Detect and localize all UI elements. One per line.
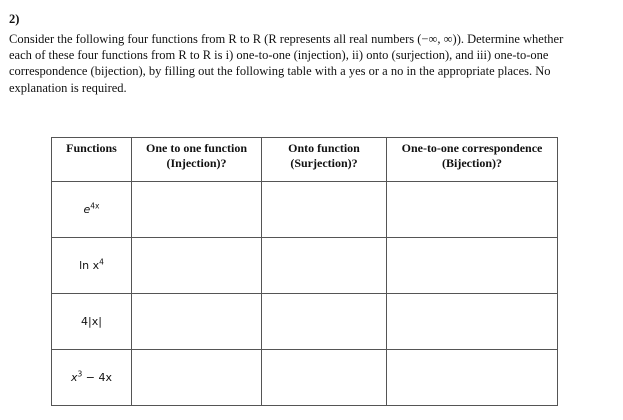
function-base: ln x [79, 259, 100, 272]
function-cell [52, 294, 132, 350]
function-base: e [83, 203, 91, 216]
header-line: One-to-one correspondence [401, 141, 543, 155]
function-cell [52, 182, 132, 238]
table-row [52, 238, 558, 294]
header-line: (Bijection)? [442, 156, 502, 170]
bijection-answer-cell[interactable] [387, 238, 558, 294]
function-base: 4|x| [81, 315, 102, 328]
table-row [52, 294, 558, 350]
injection-answer-cell[interactable] [132, 238, 262, 294]
header-line: Onto function [288, 141, 360, 155]
header-line: Functions [66, 141, 117, 155]
question-text [9, 31, 615, 96]
surjection-answer-cell[interactable] [262, 294, 387, 350]
header-surjection [262, 138, 387, 182]
table-row [52, 182, 558, 238]
header-functions [52, 138, 132, 182]
header-bijection [387, 138, 558, 182]
header-line: One to one function [145, 141, 247, 155]
table-row [52, 350, 558, 406]
injection-answer-cell[interactable] [132, 350, 262, 406]
function-exponent: 4 [99, 257, 104, 267]
bijection-answer-cell[interactable] [387, 294, 558, 350]
bijection-answer-cell[interactable] [387, 182, 558, 238]
function-exponent: 4x [90, 201, 100, 211]
surjection-answer-cell[interactable] [262, 182, 387, 238]
question-line: Consider the following four functions from R to R (R represents all real numbers (−∞, ∞)). Determine whether [9, 32, 564, 46]
injection-answer-cell[interactable] [132, 294, 262, 350]
function-tail: − 4x [82, 371, 112, 384]
function-base: x [70, 371, 78, 384]
bijection-answer-cell[interactable] [387, 350, 558, 406]
question-line: explanation is required. [9, 80, 127, 95]
header-line: (Injection)? [166, 156, 227, 170]
question-line: correspondence (bijection), by filling out the following table with a yes or a no in the appropriate places. No [9, 64, 551, 79]
surjection-answer-cell[interactable] [262, 238, 387, 294]
table-header-row [52, 138, 558, 182]
answer-table [51, 137, 558, 406]
question-line: each of these four functions from R to R is i) one-to-one (injection), ii) onto (surjection), and iii) one-to-one [9, 48, 549, 63]
header-injection [132, 138, 262, 182]
surjection-answer-cell[interactable] [262, 350, 387, 406]
injection-answer-cell[interactable] [132, 182, 262, 238]
header-line: (Surjection)? [290, 156, 358, 170]
function-exponent: 3 [77, 369, 83, 379]
function-cell [52, 350, 132, 406]
question-number: 2) [9, 12, 20, 26]
function-cell [52, 238, 132, 294]
